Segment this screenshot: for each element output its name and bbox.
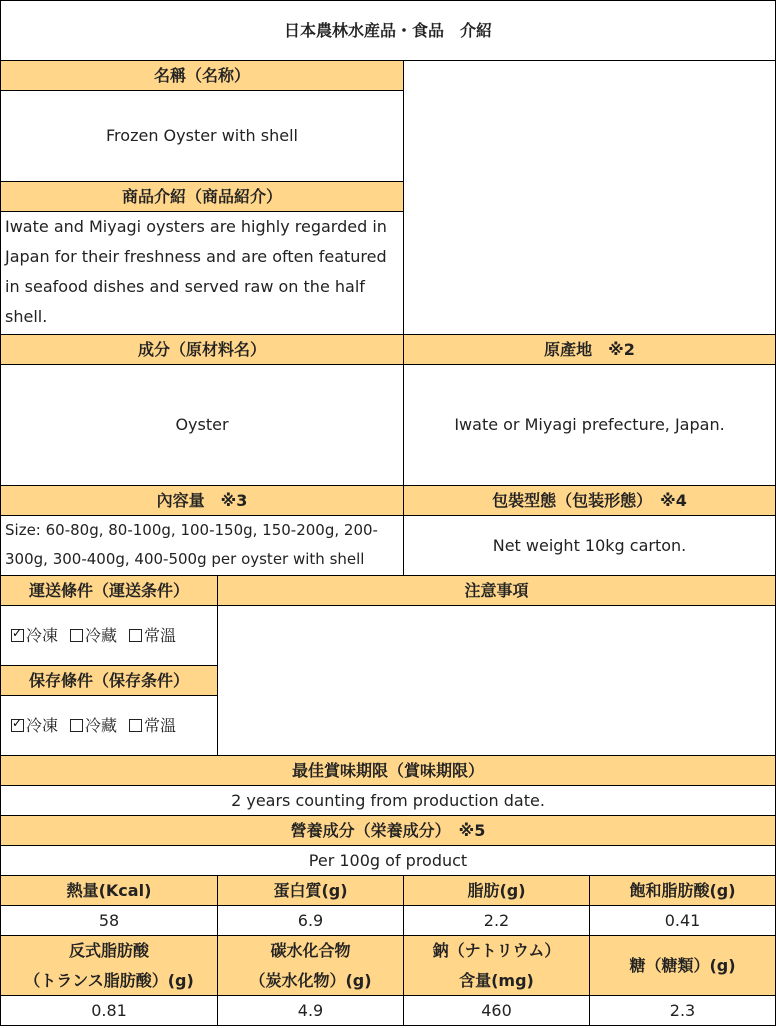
energy-label: 熱量(Kcal) xyxy=(0,875,218,906)
storage-ambient-option[interactable]: 常溫 xyxy=(129,711,176,741)
ingredients-header: 成分（原材料名） xyxy=(0,334,404,365)
notes-header: 注意事項 xyxy=(217,575,776,606)
sodium-label: 鈉（ナトリウム） 含量(mg) xyxy=(403,935,590,996)
transport-options xyxy=(0,605,218,666)
nutrition-basis: Per 100g of product xyxy=(0,845,776,876)
checkbox-checked-icon[interactable] xyxy=(11,719,24,732)
transport-ambient-option[interactable]: 常溫 xyxy=(129,621,176,651)
name-header: 名稱（名称） xyxy=(0,60,404,91)
sodium-value: 460 xyxy=(403,995,590,1026)
storage-header: 保存條件（保存条件） xyxy=(0,665,218,696)
trans-fat-label: 反式脂肪酸 （トランス脂肪酸）(g) xyxy=(0,935,218,996)
sugar-value: 2.3 xyxy=(589,995,776,1026)
saturated-fat-label: 飽和脂肪酸(g) xyxy=(589,875,776,906)
best-before-header: 最佳賞味期限（賞味期限） xyxy=(0,755,776,786)
sugar-label: 糖（糖類）(g) xyxy=(589,935,776,996)
transport-frozen-option[interactable]: ✓ 冷凍 xyxy=(11,621,58,651)
package-value: Net weight 10kg carton. xyxy=(403,515,776,576)
content-header: 內容量 ※3 xyxy=(0,485,404,516)
checkbox-icon[interactable] xyxy=(129,629,142,642)
content-cell xyxy=(0,515,404,576)
carbs-value: 4.9 xyxy=(217,995,404,1026)
origin-header: 原產地 ※2 xyxy=(403,334,776,365)
fat-value: 2.2 xyxy=(403,905,590,936)
origin-value: Iwate or Miyagi prefecture, Japan. xyxy=(403,364,776,486)
fat-label: 脂肪(g) xyxy=(403,875,590,906)
checkbox-icon[interactable] xyxy=(129,719,142,732)
transport-header: 運送條件（運送条件） xyxy=(0,575,218,606)
name-value: Frozen Oyster with shell xyxy=(0,90,404,182)
saturated-fat-value: 0.41 xyxy=(589,905,776,936)
notes-value xyxy=(217,605,776,756)
checkbox-icon[interactable] xyxy=(70,629,83,642)
best-before-value: 2 years counting from production date. xyxy=(0,785,776,816)
checkbox-icon[interactable] xyxy=(70,719,83,732)
content-value: Size: 60-80g, 80-100g, 100-150g, 150-200g, 200-300g, 300-400g, 400-500g per oyster with shell xyxy=(5,521,378,568)
storage-chilled-option[interactable]: 冷藏 xyxy=(70,711,117,741)
checkbox-checked-icon[interactable] xyxy=(11,629,24,642)
trans-fat-value: 0.81 xyxy=(0,995,218,1026)
protein-value: 6.9 xyxy=(217,905,404,936)
storage-frozen-option[interactable]: ✓ 冷凍 xyxy=(11,711,58,741)
sheet-title: 日本農林水産品・食品 介紹 xyxy=(0,0,776,61)
ingredients-value: Oyster xyxy=(0,364,404,486)
intro-cell xyxy=(0,211,404,335)
protein-label: 蛋白質(g) xyxy=(217,875,404,906)
intro-header: 商品介紹（商品紹介） xyxy=(0,181,404,212)
intro-value: Iwate and Miyagi oysters are highly regarded in Japan for their freshness and are often featured in seafood dishes and served raw on the half shell. xyxy=(5,217,387,326)
energy-value: 58 xyxy=(0,905,218,936)
product-image-area xyxy=(403,60,776,335)
storage-options xyxy=(0,695,218,756)
transport-chilled-option[interactable]: 冷藏 xyxy=(70,621,117,651)
package-header: 包裝型態（包装形態） ※4 xyxy=(403,485,776,516)
carbs-label: 碳水化合物 （炭水化物）(g) xyxy=(217,935,404,996)
nutrition-header: 營養成分（栄養成分） ※5 xyxy=(0,815,776,846)
